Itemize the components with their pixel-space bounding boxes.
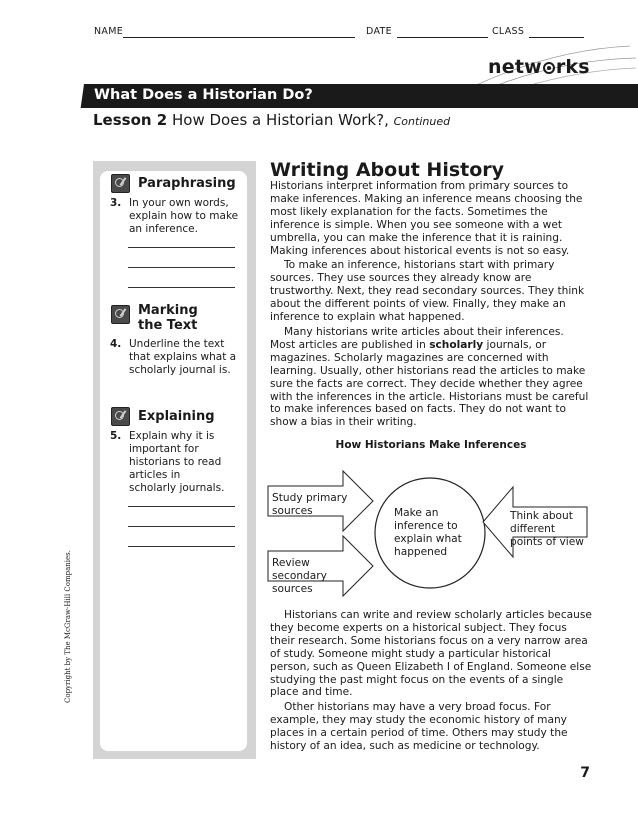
page-number: 7 [580,765,590,781]
class-line[interactable] [529,37,584,38]
copyright-notice: Copyright by The McGraw-Hill Companies. [64,550,72,703]
answer-line[interactable] [128,247,235,248]
page-title: What Does a Historian Do? [94,87,313,103]
sidebar-heading-marking: Marking the Text [138,303,198,333]
logo-o-icon [543,62,555,74]
arrow-label-secondary: Review secondary sources [272,557,327,595]
sidebar-heading-explaining: Explaining [138,409,215,424]
term-scholarly: scholarly [429,338,484,351]
answer-line[interactable] [128,267,235,268]
paragraph-4: Historians can write and review scholarly articles because they become experts on a historical subject. They focus their research. Some historians focus on a very narrow area of study. Someone might study a particular historical person, such as Queen Elizabeth I of England. Someone else studying the past might focus on the events of a single place and time. [270,609,592,699]
title-bar [84,84,638,108]
section-heading: Writing About History [270,159,505,181]
lesson-number: Lesson 2 [93,111,168,129]
arrow-label-primary: Study primary sources [272,492,348,517]
paragraph-2: To make an inference, historians start with primary sources. They use sources they already know are trustworthy. Next, they read secondary sources. They think about the different points of view. Finally, they make an inference to explain what happened. [270,259,585,323]
pencil-icon [111,407,130,426]
name-label: NAME [94,26,124,37]
paragraph-3: Many historians write articles about their inferences. Most articles are published in scholarly journals, or magazines. Scholarly magazines are concerned with learning. Usually, other historians read the articles to make sure the facts are correct. They decide whether they agree with the inferences in the article. Historians must be careful to make inferences based on facts. They do not want to show a bias in their writing. [270,326,589,429]
center-label: Make an inference to explain what happened [394,507,462,558]
arrow-label-points: Think about different points of view [510,510,584,548]
answer-line[interactable] [128,546,235,547]
name-line[interactable] [123,37,355,38]
answer-line[interactable] [128,526,235,527]
lesson-heading [93,111,450,129]
pencil-icon [111,174,130,193]
lesson-title: How Does a Historian Work?, [172,111,389,129]
diagram-title: How Historians Make Inferences [335,439,527,451]
sidebar-prompt-5: 5. Explain why it is important for historians to read articles in scholarly journals. [110,430,225,494]
lesson-continued: Continued [393,115,451,128]
networks-logo: netw rks [488,56,590,78]
paragraph-1: Historians interpret information from primary sources to make inferences. Making an inference means choosing the most likely explanation for the facts. Sometimes the inference is simple. When you see someone with a wet umbrella, you can make the inference that it is raining. Making inferences about historical events is not so easy. [270,180,583,257]
answer-line[interactable] [128,506,235,507]
sidebar-prompt-4: 4. Underline the text that explains what a scholarly journal is. [110,338,237,376]
date-line[interactable] [397,37,488,38]
title-bar-edge [0,84,84,108]
class-label: CLASS [492,26,525,37]
answer-line[interactable] [128,287,235,288]
paragraph-5: Other historians may have a very broad focus. For example, they may study the economic history of many places in a certain period of time. Others may study the history of an idea, such as medicine or technology. [270,701,568,752]
date-label: DATE [366,26,392,37]
sidebar-prompt-3: 3. In your own words, explain how to make an inference. [110,197,239,235]
sidebar-heading-paraphrasing: Paraphrasing [138,176,236,191]
pencil-icon [111,305,130,324]
